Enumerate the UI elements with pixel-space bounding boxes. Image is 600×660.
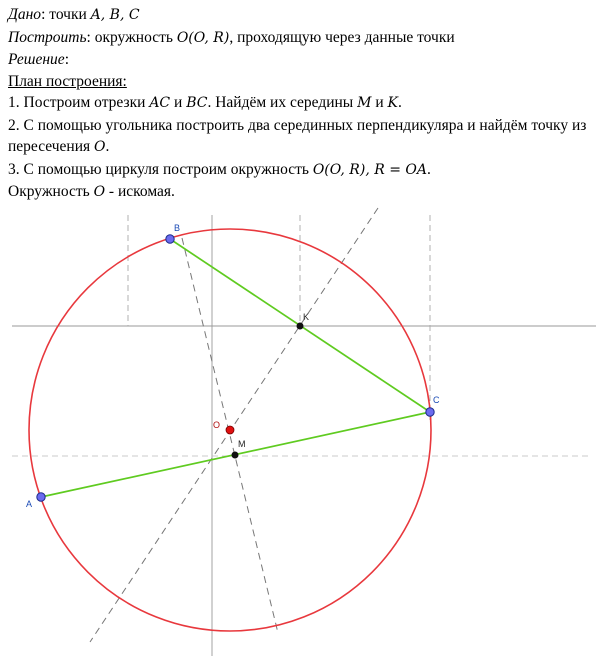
step3-end: . bbox=[426, 160, 431, 178]
final-o: O bbox=[93, 184, 106, 200]
label-a: A bbox=[26, 499, 33, 509]
final-text-a: Окружность bbox=[8, 183, 94, 200]
step2-end: . bbox=[105, 138, 110, 155]
step1-end: . bbox=[397, 94, 402, 111]
step2-text: 2. С помощью угольника построить два серединных перпендикуляра и найдём точку из пересечения bbox=[8, 116, 587, 155]
perpendicular-bisector-bc bbox=[90, 208, 378, 642]
point-b bbox=[166, 235, 174, 243]
step1-k: K bbox=[387, 95, 398, 111]
step1-text-a: 1. Построим отрезки bbox=[8, 94, 150, 111]
perpendicular-bisector-ac bbox=[182, 238, 278, 633]
step3-text: 3. С помощью циркуля построим окружность bbox=[8, 160, 313, 178]
step3-circle: O(O, R), R = OA bbox=[312, 161, 427, 178]
construct-label: Построить bbox=[8, 28, 87, 46]
point-o bbox=[226, 426, 234, 434]
step1-bc: BC bbox=[186, 95, 208, 111]
construct-rest1: : окружность bbox=[86, 28, 177, 46]
point-c bbox=[426, 408, 434, 416]
given-label: Дано bbox=[8, 6, 42, 23]
solution-colon: : bbox=[64, 51, 69, 68]
construct-circle: O(O, R) bbox=[176, 29, 230, 46]
given-rest: : точки bbox=[41, 6, 91, 23]
step2-o: O bbox=[94, 139, 106, 155]
step1-ac: AC bbox=[149, 95, 171, 111]
step1-m: M bbox=[357, 95, 372, 111]
label-m: M bbox=[238, 439, 246, 449]
label-b: B bbox=[174, 223, 181, 233]
point-a bbox=[37, 493, 45, 501]
final-text-b: - искомая. bbox=[105, 183, 175, 200]
step1-text-b: . Найдём их середины bbox=[207, 94, 358, 111]
label-c: C bbox=[433, 395, 440, 405]
point-m bbox=[232, 452, 239, 459]
label-k: K bbox=[303, 312, 310, 322]
plan-title: План построения: bbox=[8, 72, 127, 90]
step1-and2: и bbox=[371, 94, 388, 111]
given-points: A, B, C bbox=[90, 7, 140, 23]
label-o: O bbox=[213, 420, 221, 430]
step1-and1: и bbox=[170, 94, 187, 111]
solution-label: Решение bbox=[8, 51, 65, 68]
point-k bbox=[297, 323, 304, 330]
construct-rest2: , проходящую через данные точки bbox=[229, 28, 455, 46]
